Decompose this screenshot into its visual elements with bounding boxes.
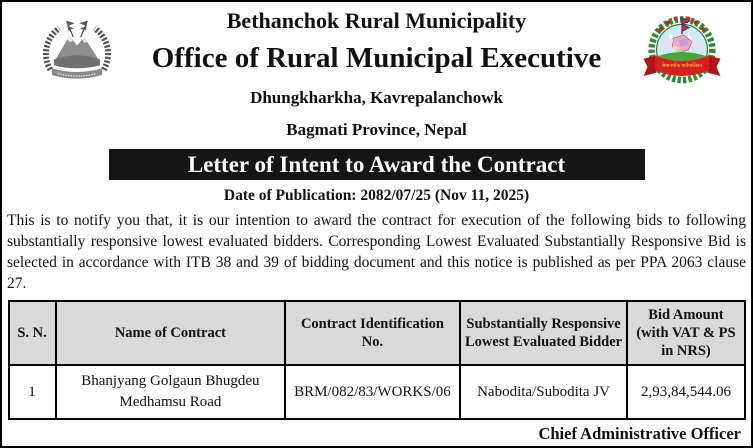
document-header (2, 2, 751, 140)
header-cell-bid-amount: Bid Amount (with VAT & PS in NRS) (627, 301, 744, 365)
notice-title-banner: Letter of Intent to Award the Contract (109, 149, 645, 180)
seal-ribbon-text: बेथानचोक गाउँपालिका (662, 63, 702, 69)
organization-name: Bethanchok Rural Municipality (226, 8, 527, 33)
header-cell-bidder: Substantially Responsive Lowest Evaluated Bidder (460, 301, 628, 365)
bid-award-table (8, 300, 746, 420)
nepal-government-emblem-icon (40, 10, 114, 94)
table-row (9, 365, 745, 419)
signature-title: Chief Administrative Officer (538, 424, 741, 443)
header-cell-contract-id: Contract Identification No. (285, 301, 459, 365)
address-line-1: Dhungkharkha, Kavrepalanchowk (250, 88, 503, 107)
publication-date: Date of Publication: 2082/07/25 (Nov 11, 2025) (223, 187, 530, 204)
table-header-row (9, 301, 745, 365)
address-line-2: Bagmati Province, Nepal (286, 120, 467, 139)
cell-contract-name: Bhanjyang Golgaun Bhugdeu Medhamsu Road (56, 365, 286, 419)
bethanchok-municipality-seal-icon (641, 6, 723, 100)
notice-body-paragraph: This is to notify you that, it is our intention to award the contract for execution of the following bids to following substantially responsive lowest evaluated bidders. Corresponding Lowest Evaluated Substantially Responsive Bid is selected in accordance with ITB 38 and 39 of bidding document and this notice is published as per PPA 2063 clause 27. (7, 212, 746, 292)
cell-bid-amount: 2,93,84,544.06 (627, 365, 744, 419)
header-cell-contract-name: Name of Contract (56, 301, 286, 365)
cell-sn: 1 (9, 365, 56, 419)
header-cell-sn: S. N. (9, 301, 56, 365)
office-name: Office of Rural Municipal Executive (151, 42, 602, 74)
cell-bidder: Nabodita/Subodita JV (460, 365, 628, 419)
cell-contract-id: BRM/082/83/WORKS/06 (285, 365, 459, 419)
